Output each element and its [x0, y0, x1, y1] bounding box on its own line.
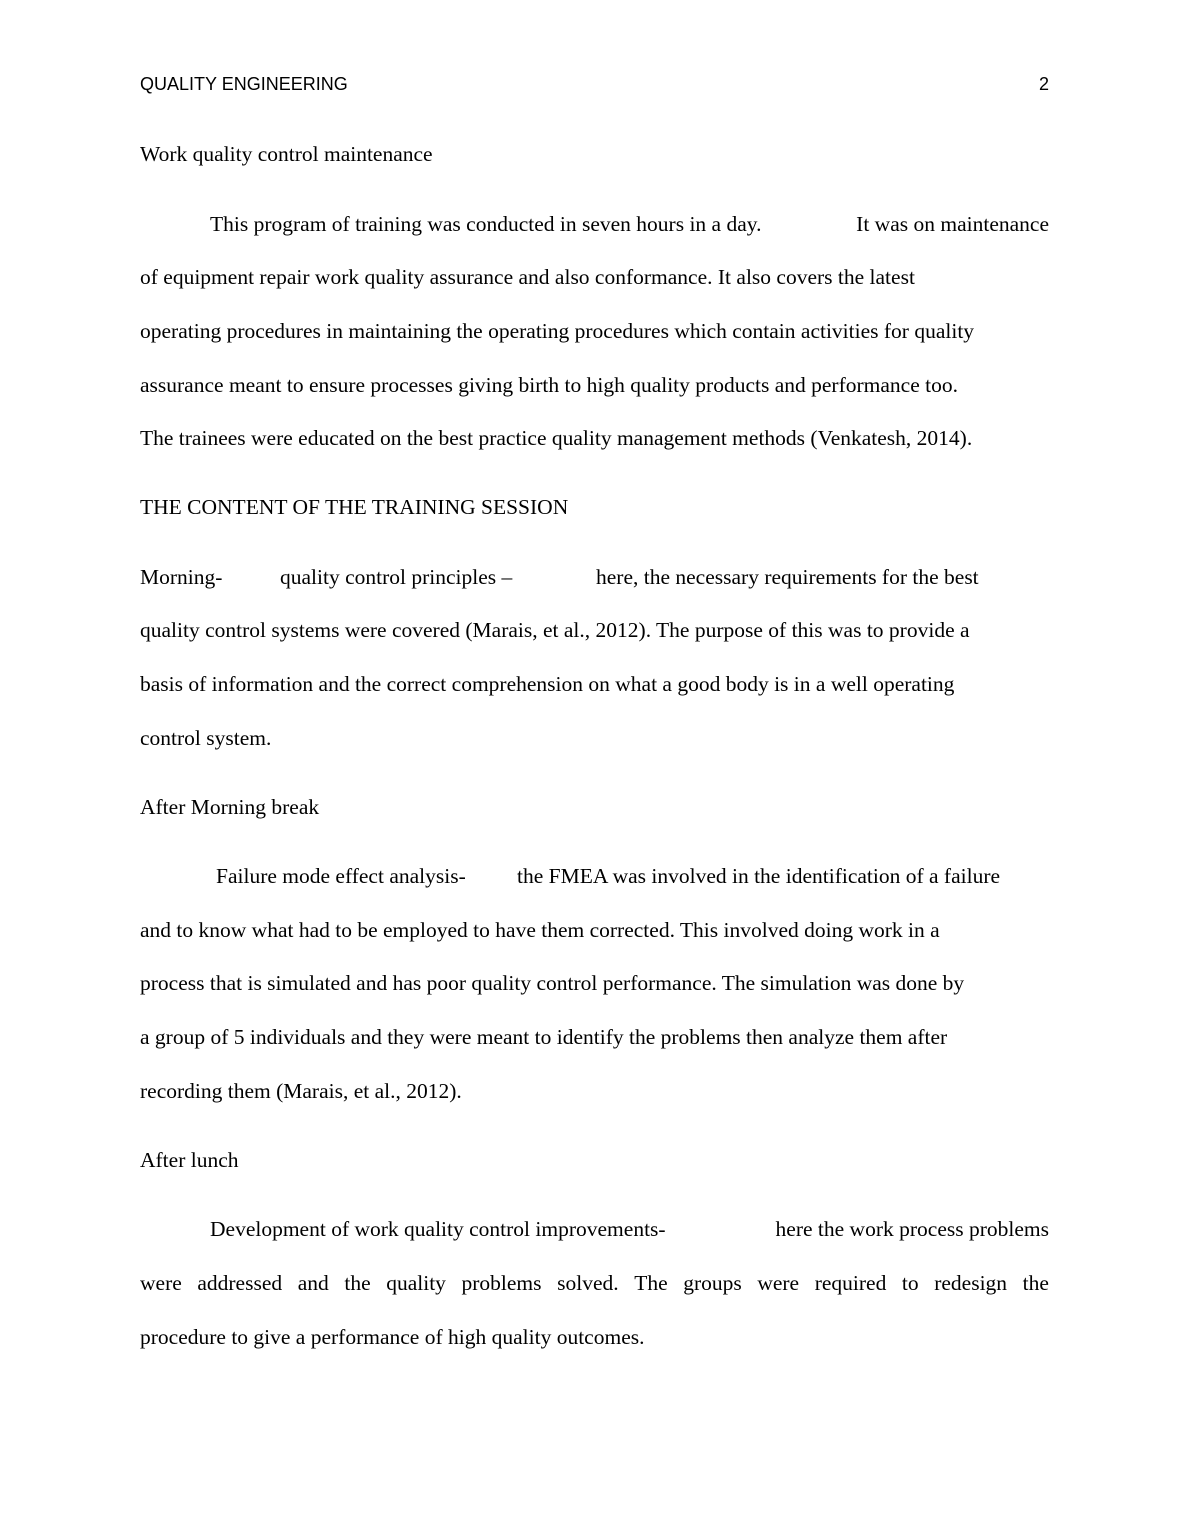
word: the — [344, 1271, 371, 1295]
paragraph-line-justified — [140, 1268, 1049, 1298]
paragraph-text: the FMEA was involved in the identification of a failure — [517, 864, 1001, 888]
paragraph-text: It was on maintenance — [856, 212, 1049, 236]
session-topic: Failure mode effect analysis- — [216, 864, 466, 888]
word: The — [634, 1271, 668, 1295]
paragraph-text: This program of training was conducted in seven hours in a day. — [210, 212, 762, 236]
word: addressed — [197, 1271, 283, 1295]
running-header — [140, 72, 1049, 96]
paragraph-line: procedure to give a performance of high quality outcomes. — [140, 1325, 645, 1349]
paragraph-line: recording them (Marais, et al., 2012). — [140, 1079, 462, 1103]
paragraph-line: a group of 5 individuals and they were meant to identify the problems then analyze them after — [140, 1025, 948, 1049]
session-topic: Development of work quality control improvements- — [210, 1217, 666, 1241]
paragraph-line: operating procedures in maintaining the operating procedures which contain activities for quality — [140, 319, 975, 343]
section-heading-after-morning-break: After Morning break — [140, 795, 320, 819]
paragraph-line: quality control systems were covered (Marais, et al., 2012). The purpose of this was to provide a — [140, 618, 970, 642]
session-topic: quality control principles – — [280, 565, 513, 589]
word: groups — [683, 1271, 742, 1295]
word: and — [297, 1271, 329, 1295]
word: were — [140, 1271, 182, 1295]
paragraph-line: of equipment repair work quality assurance and also conformance. It also covers the latest — [140, 265, 915, 289]
paragraph-line: basis of information and the correct comprehension on what a good body is in a well operating — [140, 672, 955, 696]
word: required — [814, 1271, 887, 1295]
word: problems — [461, 1271, 542, 1295]
paragraph-text: here, the necessary requirements for the best — [596, 565, 979, 589]
paragraph-line: assurance meant to ensure processes giving birth to high quality products and performance too. — [140, 373, 958, 397]
section-heading-maintenance: Work quality control maintenance — [140, 142, 433, 166]
paragraph-line: process that is simulated and has poor quality control performance. The simulation was done by — [140, 971, 965, 995]
paragraph-line: and to know what had to be employed to have them corrected. This involved doing work in a — [140, 918, 940, 942]
word: the — [1022, 1271, 1049, 1295]
word: redesign — [934, 1271, 1008, 1295]
word: solved. — [557, 1271, 619, 1295]
word: were — [757, 1271, 800, 1295]
paragraph-text: here the work process problems — [775, 1217, 1049, 1241]
page-number: 2 — [1038, 74, 1049, 94]
section-heading-training-content: THE CONTENT OF THE TRAINING SESSION — [140, 495, 569, 519]
running-title: QUALITY ENGINEERING — [140, 74, 348, 94]
word: to — [901, 1271, 919, 1295]
section-heading-after-lunch: After lunch — [140, 1148, 239, 1172]
paragraph-line: The trainees were educated on the best practice quality management methods (Venkatesh, 2014). — [140, 426, 973, 450]
word: quality — [386, 1271, 446, 1295]
paragraph-line: control system. — [140, 726, 272, 750]
session-label-morning: Morning- — [140, 565, 223, 589]
